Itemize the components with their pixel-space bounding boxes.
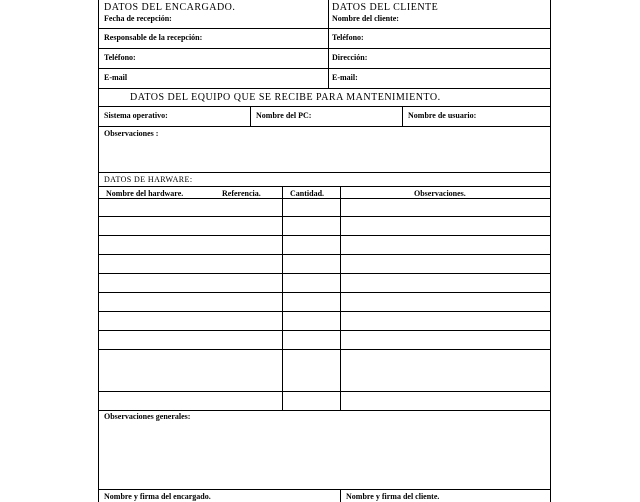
hardware-row-line: [98, 292, 551, 293]
nombre-usuario-label: Nombre de usuario:: [408, 111, 477, 120]
observaciones-field[interactable]: [100, 140, 548, 171]
telefono-encargado-field[interactable]: [148, 50, 326, 67]
sistema-operativo-field[interactable]: [178, 108, 248, 125]
hardware-row-line: [98, 235, 551, 236]
hardware-table-cell[interactable]: [284, 200, 338, 215]
sistema-operativo-label: Sistema operativo:: [104, 111, 168, 120]
hardware-col-divider: [340, 186, 341, 410]
hardware-col-cantidad: Cantidad.: [290, 189, 325, 198]
hardware-row-line: [98, 349, 551, 350]
section-divider-vertical: [328, 0, 329, 88]
row-divider: [98, 106, 551, 107]
row-divider: [98, 186, 551, 187]
cliente-title: DATOS DEL CLIENTE: [332, 2, 439, 13]
telefono-encargado-label: Teléfono:: [104, 53, 136, 62]
email-encargado-label: E-mail: [104, 73, 128, 82]
row-divider: [98, 48, 551, 49]
nombre-pc-field[interactable]: [318, 108, 400, 125]
row-divider: [98, 489, 551, 490]
email-cliente-field[interactable]: [368, 70, 548, 87]
fecha-recepcion-label: Fecha de recepción:: [104, 14, 172, 23]
email-encargado-field[interactable]: [136, 70, 326, 87]
hardware-col-referencia: Referencia.: [222, 189, 261, 198]
direccion-label: Dirección:: [332, 53, 368, 62]
responsable-label: Responsable de la recepción:: [104, 33, 203, 42]
cell-divider: [402, 106, 403, 126]
hardware-row-line: [98, 254, 551, 255]
hardware-col-nombre: Nombre del hardware.: [106, 189, 184, 198]
observaciones-label: Observaciones :: [104, 129, 159, 138]
form-border-left: [98, 0, 99, 502]
hardware-table-cell[interactable]: [342, 200, 548, 215]
hardware-row-line: [98, 311, 551, 312]
nombre-cliente-field[interactable]: [420, 12, 548, 26]
cell-divider: [250, 106, 251, 126]
nombre-pc-label: Nombre del PC:: [256, 111, 312, 120]
telefono-cliente-field[interactable]: [376, 30, 548, 47]
direccion-field[interactable]: [380, 50, 548, 67]
row-divider: [98, 88, 551, 89]
form-border-right: [550, 0, 551, 502]
hardware-row-line: [98, 216, 551, 217]
hardware-row-line: [98, 198, 551, 199]
signature-divider: [340, 489, 341, 502]
fecha-recepcion-field[interactable]: [180, 12, 326, 26]
responsable-field[interactable]: [232, 30, 326, 47]
hardware-title: DATOS DE HARWARE:: [104, 175, 193, 184]
firma-encargado-label: Nombre y firma del encargado.: [104, 492, 211, 501]
nombre-usuario-field[interactable]: [484, 108, 548, 125]
telefono-cliente-label: Teléfono:: [332, 33, 364, 42]
hardware-row-line: [98, 410, 551, 411]
hardware-col-divider: [282, 186, 283, 410]
hardware-row-line: [98, 330, 551, 331]
nombre-cliente-label: Nombre del cliente:: [332, 14, 399, 23]
equipo-title: DATOS DEL EQUIPO QUE SE RECIBE PARA MANTENIMIENTO.: [130, 92, 441, 103]
observaciones-generales-label: Observaciones generales:: [104, 412, 191, 421]
hardware-col-observaciones: Observaciones.: [414, 189, 466, 198]
row-divider: [98, 68, 551, 69]
hardware-row-line: [98, 391, 551, 392]
row-divider: [98, 126, 551, 127]
hardware-row-line: [98, 273, 551, 274]
hardware-table-cell[interactable]: [100, 200, 280, 215]
firma-cliente-label: Nombre y firma del cliente.: [346, 492, 440, 501]
row-divider: [98, 172, 551, 173]
observaciones-generales-field[interactable]: [100, 423, 548, 487]
email-cliente-label: E-mail:: [332, 73, 358, 82]
row-divider: [98, 28, 551, 29]
encargado-title: DATOS DEL ENCARGADO.: [104, 2, 236, 13]
